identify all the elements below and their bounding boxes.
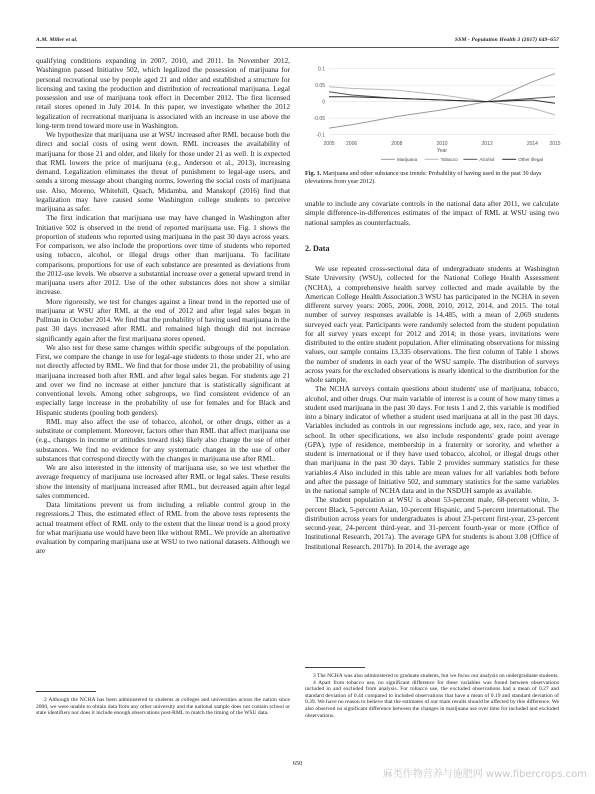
legend-label: Alcohol [479,157,495,162]
x-tick-label: 2005 [323,141,335,147]
watermark: 麻类作物营养与施肥网 www.fibercrops.com [382,769,587,780]
paragraph: More rigorously, we test for changes against a linear trend in the reported use of marijuana at WSU after RML at the end of 2012 and after legal sales began in Pullman in October 2014. We find that the probability of having used marijuana in the past 30 days increased after RML and remained high though did not increase significantly again after the first marijuana stores opened. [36,296,290,343]
paragraph: RML may also affect the use of tobacco, alcohol, or other drugs, either as a substitute or complement. Moreover, factors other than RML that affect marijuana use (e.g., changes in income or attitudes toward risk) likely also change the use of other substances. We find no evidence for any systematic changes in the use of other substances that correspond directly with the changes in marijuana use after RML. [36,416,290,463]
line-chart [305,58,559,166]
paragraph: The student population at WSU is about 53-percent male, 68-percent white, 3-percent Black, 5-percent Asian, 10-percent Hispanic, and 5-percent international. The distribution across years for undergraduates is about 23-percent first-year, 23-percent second-year, 24-percent third-year, and 31-percent fourth-year or more (Office of Institutional Research, 2017a). The average GPA for students is about 3.08 (Office of Institutional Research, 2017b). In 2014, the average age [305,495,559,551]
right-column-intro [305,199,559,227]
paragraph: The first indication that marijuana use may have changed in Washington after Initiative 502 is observed in the trend of reported marijuana use. Fig. 1 shows the proportion of students who reported using marijuana in the past 30 days across years. For comparison, we also include the proportions over time of students who reported using tobacco, alcohol, or illegal drugs other than marijuana. To facilitate comparisons, proportions for use of each substance are presented as deviations from the 2012-use levels. We observe a substantial increase over a general upward trend in marijuana users after 2012. Use of the other substances does not show a similar increase. [36,213,290,297]
paragraph: We also test for these same changes within specific subgroups of the population. First, we compare the change in use for legal-age students to those under 21, who are not directly affected by RML. We find that for those under 21, the probability of using marijuana increased both after RML and after legal sales began. For students age 21 and over we find no increase at either juncture that is statistically significant at conventional levels. Among other subgroups, we find consistent evidence of an especially large increase in the probability of use for females and for Black and Hispanic students (pooling both genders). [36,342,290,417]
y-tick-label: -0.05 [313,115,325,122]
paragraph: qualifying conditions expanding in 2007, 2010, and 2011. In November 2012, Washington passed Initiative 502, which legalized the possession of marijuana for personal recreational use by people aged 21 and older and established a structure for licensing and taxing the production and distribution of recreational marijuana. Legal possession and use of marijuana took effect in December 2012. The first licensed retail stores opened in July 2014. In this paper, we investigate whether the 2012 legalization of recreational marijuana is associated with an increase in use above the long-term trend toward more use in Washington. [36,56,290,130]
figure-1 [305,58,559,166]
left-column [36,56,290,556]
paragraph: We use repeated cross-sectional data of undergraduate students at Washington State University (WSU), collected for the National College Health Assessment (NCHA), a comprehensive health survey collected and made available by the American College Health Association.3 WSU has participated in the NCHA in seven different survey years: 2005, 2006, 2008, 2010, 2012, 2014, and 2015. The total number of survey responses available is 14,485, with a mean of 2,069 students surveyed each year. Participants were randomly selected from the student population for all survey years except for 2012 and 2014; in those years, invitations were distributed to the entire student population. After eliminating observations for missing values, our sample contains 13,335 observations. The first column of Table 1 shows the number of students in each year of the WSU sample. The distribution of surveys across years for the excluded observations is nearly identical to the distribution for the whole sample. [305,264,559,384]
paragraph: unable to include any covariate controls in the national data after 2011, we calculate simple difference-in-differences estimates of the impact of RML at WSU using two national samples as counterfactuals. [305,199,559,227]
x-tick-label: 2010 [436,141,448,147]
figure-caption [305,170,559,186]
x-axis-label: Year [436,148,448,154]
right-column [305,264,559,551]
footnote: 3 The NCHA was also administered to graduate students, but we focus our analysis on undergraduate students. [313,673,559,679]
paragraph: We are also interested in the intensity of marijuana use, so we test whether the average frequency of marijuana use increased after RML or legal sales. These results show the intensity of marijuana increased after RML, but decreased again after legal sales commenced. [36,463,290,500]
running-header-journal: SSM - Population Health 3 (2017) 649–657 [454,37,559,43]
legend-label: Marijuana [397,157,418,162]
paragraph: We hypothesize that marijuana use at WSU increased after RML because both the direct and social costs of using went down. RML increases the availability of marijuana for those 21 and older, and likely for those under 21 as well. It is expected that RML lowers the price of marijuana (e.g., Anderson et al., 2013), increasing demand. Legalization eliminates the threat of punishment to legal-age users, and sends a strong message about changing norms, lowering the social costs of marijuana use. Also, Moreno, Whitehill, Quach, Midamba, and Manskopf (2016) find that legalization may have caused some Washington college students to perceive marijuana as safer. [36,130,290,213]
footnote: 4 Apart from tobacco use, no significant difference for these variables was found between observations included in and excluded from analysis. For tobacco use, the excluded observations had a mean of 0.27 and standard deviation of 0.44 compared to included observations that have a mean of 0.19 and standard deviation of 0.39. We have no reason to believe that the estimates of our main results should be affected by this difference. We also observed no significant difference between the changes in marijuana use over time for included and excluded observations. [305,679,559,719]
figure-label: Fig. 1. [305,170,322,177]
x-tick-label: 2006 [346,141,358,147]
footnote-rule-right [305,667,365,668]
x-tick-label: 2015 [549,141,561,147]
y-tick-label: -0.1 [316,132,325,139]
x-tick-label: 2008 [391,141,403,147]
header-rule [36,47,559,48]
legend-label: Tobacco [440,157,458,162]
y-tick-label: 0.1 [318,66,325,73]
x-tick-label: 2014 [526,141,538,147]
x-tick-label: 2012 [481,141,493,147]
series-line-other-illegal [329,97,555,104]
figure-caption-text: Marijuana and other substance use trends: Probability of having used in the past 30 days (deviations from year 2012). [305,170,542,185]
footnote: 2 Although the NCHA has been administered to students at colleges and universities across the nation since 2000, we were unable to obtain data from any other university and the national sample does not contain school or state identifiers nor does it include enough observations post-RML to match the timing of the WSU data. [36,697,290,717]
legend-label: Other Illegal [518,157,543,162]
paragraph: The NCHA surveys contain questions about students' use of marijuana, tobacco, alcohol, and other drugs. Our main variable of interest is a count of how many times a student used marijuana in the past 30 days. For tests 1 and 2, this variable is modified into a binary indicator of whether a student used marijuana at all in the past 30 days. Variables included as controls in our regressions include age, sex, race, and year in school. In other specifications, we also include respondents' grade point average (GPA), type of residence, membership in a fraternity or sorority, and whether a student is international or if they have used tobacco, alcohol, or illegal drugs other than marijuana in the past 30 days. Table 2 provides summary statistics for these variables.4 Also included in this table are mean values for all variables both before and after the passage of Initiative 502, and summary statistics for the same variables in the national sample of NCHA data and in the NSDUH sample as available. [305,384,559,495]
y-tick-label: 0.05 [315,82,325,89]
page-number: 650 [292,760,303,767]
footnotes-right [305,673,559,719]
footnote-rule-left [36,691,96,692]
paragraph: Data limitations prevent us from including a reliable control group in the regressions.2 Thus, the estimated effect of RML from the above tests represents the actual treatment effect of RML only to the extent that the linear trend is a good proxy for what marijuana use would have been like without RML. We provide an alternative evaluation by comparing marijuana use at WSU to two national datasets. Although we are [36,500,290,556]
section-heading: 2. Data [305,244,330,253]
y-tick-label: 0 [322,99,325,106]
footnotes-left [36,697,290,717]
running-header-authors: A.M. Miller et al. [36,37,78,43]
